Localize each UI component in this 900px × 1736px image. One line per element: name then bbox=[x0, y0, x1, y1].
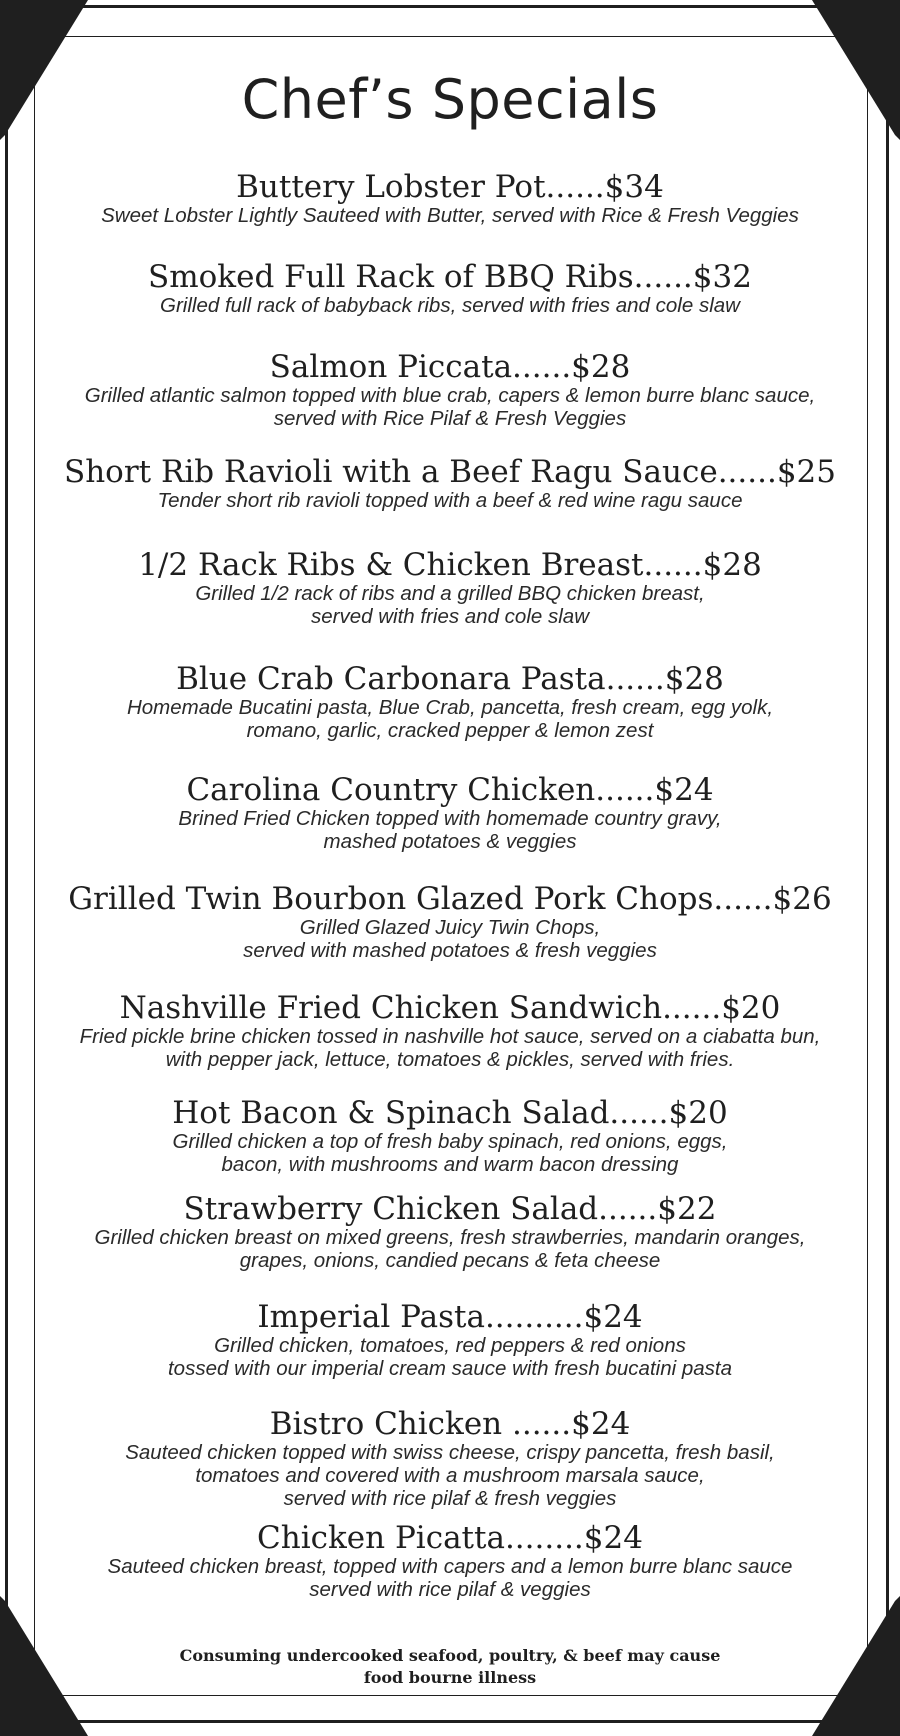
menu-item bbox=[30, 548, 870, 628]
menu-item-name: Short Rib Ravioli with a Beef Ragu Sauce......$25 bbox=[63, 454, 836, 490]
menu-item-description: Homemade Bucatini pasta, Blue Crab, pancetta, fresh cream, egg yolk, romano, garlic, cracked pepper & lemon zest bbox=[126, 696, 774, 742]
menu-item-description: Fried pickle brine chicken tossed in nashville hot sauce, served on a ciabatta bun, with pepper jack, lettuce, tomatoes & pickles, served with fries. bbox=[79, 1025, 821, 1071]
menu-item-name: Blue Crab Carbonara Pasta......$28 bbox=[176, 661, 724, 697]
menu-item-description: Grilled chicken, tomatoes, red peppers & red onions tossed with our imperial cream sauce with fresh bucatini pasta bbox=[167, 1334, 732, 1380]
menu-item bbox=[30, 662, 870, 742]
menu-item bbox=[30, 773, 870, 853]
menu-item-description: Tender short rib ravioli topped with a beef & red wine ragu sauce bbox=[157, 489, 743, 512]
menu-item bbox=[30, 1521, 870, 1601]
menu-item-description: Grilled chicken a top of fresh baby spinach, red onions, eggs, bacon, with mushrooms and warm bacon dressing bbox=[172, 1130, 728, 1176]
food-safety-disclaimer: Consuming undercooked seafood, poultry, & beef may cause food bourne illness bbox=[179, 1646, 721, 1687]
menu-item bbox=[30, 350, 870, 430]
menu-item-name: Strawberry Chicken Salad......$22 bbox=[183, 1191, 717, 1227]
menu-item bbox=[30, 1096, 870, 1176]
menu-item-name: Smoked Full Rack of BBQ Ribs......$32 bbox=[148, 259, 752, 295]
menu-item-description: Brined Fried Chicken topped with homemade country gravy, mashed potatoes & veggies bbox=[178, 807, 722, 853]
menu-item-description: Grilled chicken breast on mixed greens, fresh strawberries, mandarin oranges, grapes, onions, candied pecans & feta cheese bbox=[94, 1226, 806, 1272]
menu-item bbox=[30, 1192, 870, 1272]
menu-item bbox=[30, 455, 870, 512]
menu-item-name: Chicken Picatta........$24 bbox=[257, 1520, 643, 1556]
menu-item-name: 1/2 Rack Ribs & Chicken Breast......$28 bbox=[138, 547, 762, 583]
menu-item bbox=[30, 260, 870, 317]
menu-item bbox=[30, 882, 870, 962]
menu-item-name: Buttery Lobster Pot......$34 bbox=[236, 169, 664, 205]
menu-item-name: Nashville Fried Chicken Sandwich......$20 bbox=[119, 990, 781, 1026]
menu-item-description: Grilled full rack of babyback ribs, served with fries and cole slaw bbox=[160, 294, 740, 317]
menu-item-description: Sweet Lobster Lightly Sauteed with Butter, served with Rice & Fresh Veggies bbox=[101, 204, 799, 227]
menu-item-description: Sauteed chicken topped with swiss cheese, crispy pancetta, fresh basil, tomatoes and covered with a mushroom marsala sauce, served with rice pilaf & fresh veggies bbox=[125, 1441, 775, 1510]
menu-item bbox=[30, 170, 870, 227]
menu-item-description: Sauteed chicken breast, topped with capers and a lemon burre blanc sauce served with rice pilaf & veggies bbox=[107, 1555, 793, 1601]
menu-item-name: Carolina Country Chicken......$24 bbox=[186, 772, 714, 808]
page-title: Chef’s Specials bbox=[241, 68, 659, 131]
menu-item bbox=[30, 1300, 870, 1380]
menu-item-name: Salmon Piccata......$28 bbox=[269, 349, 631, 385]
menu-item-description: Grilled atlantic salmon topped with blue crab, capers & lemon burre blanc sauce, served with Rice Pilaf & Fresh Veggies bbox=[84, 384, 816, 430]
menu-item-name: Imperial Pasta..........$24 bbox=[257, 1299, 643, 1335]
menu-item bbox=[30, 1407, 870, 1510]
menu-item bbox=[30, 991, 870, 1071]
menu-item-description: Grilled 1/2 rack of ribs and a grilled BBQ chicken breast, served with fries and cole slaw bbox=[195, 582, 705, 628]
menu-item-description: Grilled Glazed Juicy Twin Chops, served with mashed potatoes & fresh veggies bbox=[243, 916, 657, 962]
menu-item-name: Grilled Twin Bourbon Glazed Pork Chops......$26 bbox=[68, 881, 832, 917]
menu-item-name: Hot Bacon & Spinach Salad......$20 bbox=[172, 1095, 728, 1131]
menu-item-name: Bistro Chicken ......$24 bbox=[269, 1406, 631, 1442]
